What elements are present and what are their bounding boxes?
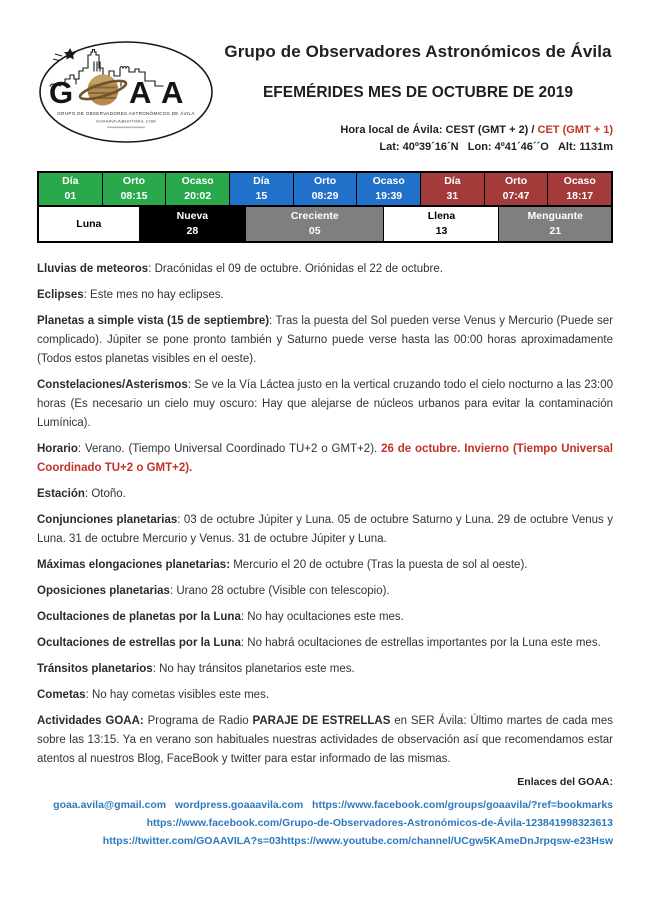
paragraph-text: : No hay tránsitos planetarios este mes.: [152, 663, 355, 675]
moon-phase-day: 05: [308, 225, 321, 237]
goaa-link[interactable]: https://twitter.com/GOAAVILA?s=03: [102, 835, 281, 847]
moon-phase-label: Creciente: [290, 210, 339, 222]
header-right: [215, 40, 613, 153]
paragraph-text: : Tras la puesta del Sol pueden verse Venus y Mercurio (Puede ser complicado). Júpiter se pone pronto también y Saturno puede verse hasta las 00:00 horas aproximadamente (Todos estos planetas visibles en el oeste).: [37, 315, 613, 365]
goaa-link[interactable]: wordpress.goaaavila.com: [174, 799, 304, 811]
moon-phase-day: 28: [186, 225, 199, 237]
paragraph-text: : Otoño.: [84, 488, 126, 500]
sun-cell: [230, 173, 294, 205]
paragraph-lead: Lluvias de meteoros: [37, 263, 149, 275]
paragraph-text: Programa de Radio: [143, 715, 253, 727]
paragraph-text: : Este mes no hay eclipses.: [83, 289, 224, 301]
sun-cell-label: Orto: [122, 175, 146, 187]
paragraph: [37, 686, 613, 705]
sun-cell-label: Ocaso: [181, 175, 214, 187]
sun-cell: [357, 173, 421, 205]
paragraph-lead: PARAJE DE ESTRELLAS: [252, 715, 391, 727]
sun-cell-value: 01: [64, 190, 77, 202]
paragraph-text: : 03 de octubre Júpiter y Luna. 05 de octubre Saturno y Luna. 29 de octubre Venus y Luna. 31 de octubre Mercurio y Venus. 31 de octubre Júpiter y Luna.: [37, 514, 613, 545]
paragraph-lead: 26 de octubre. Invierno (Tiempo Universal Coordinado TU+2 o GMT+2).: [37, 443, 613, 474]
paragraph: [37, 312, 613, 369]
sun-cell-value: 07:47: [502, 190, 530, 202]
logo-letter-a2: A: [161, 75, 184, 110]
sun-cell-label: Día: [253, 175, 270, 187]
sun-cell-value: 18:17: [566, 190, 594, 202]
paragraph: [37, 511, 613, 549]
moon-row: [39, 205, 611, 241]
sun-cell-value: 08:29: [311, 190, 339, 202]
paragraph-text: : Dracónidas el 09 de octubre. Oriónidas el 22 de octubre.: [148, 263, 443, 275]
sun-cell-label: Ocaso: [372, 175, 405, 187]
paragraph: [37, 485, 613, 504]
sun-cell: [548, 173, 611, 205]
sun-cell-label: Ocaso: [563, 175, 596, 187]
paragraph-text: : No habrá ocultaciones de estrellas importantes por la Luna este mes.: [240, 637, 601, 649]
paragraph-lead: Actividades GOAA:: [37, 715, 144, 727]
paragraph-lead: Oposiciones planetarias: [37, 585, 170, 597]
moon-cell-llena: [384, 207, 499, 241]
paragraph: [37, 260, 613, 279]
logo-caption-line3: [107, 127, 145, 129]
paragraph-lead: Eclipses: [37, 289, 84, 301]
paragraph: [37, 608, 613, 627]
logo-caption-line1: GRUPO DE OBSERVADORES ASTRONÓMICOS DE ÁVILA: [57, 111, 195, 116]
paragraph-text: Mercurio el 20 de octubre (Tras la puesta de sol al oeste).: [230, 559, 528, 571]
sun-row: [39, 173, 611, 205]
enlaces-heading: Enlaces del GOAA:: [517, 776, 613, 788]
goaa-link[interactable]: https://www.facebook.com/groups/goaavila/?ref=bookmarks: [312, 799, 613, 811]
paragraph-lead: Tránsitos planetarios: [37, 663, 153, 675]
goaa-link[interactable]: https://www.facebook.com/Grupo-de-Observadores-Astronómicos-de-Ávila-123841998323613: [146, 817, 613, 829]
sun-cell: [103, 173, 167, 205]
links-block: [37, 796, 613, 850]
sun-cell-value: 08:15: [120, 190, 148, 202]
goaa-link[interactable]: goaa.avila@gmail.com: [53, 799, 167, 811]
paragraph: [37, 440, 613, 478]
moon-cell-nueva: [140, 207, 246, 241]
paragraph: [37, 582, 613, 601]
paragraphs: [37, 260, 613, 769]
link-separator: [303, 799, 312, 811]
sun-cell: [39, 173, 103, 205]
sun-cell-label: Orto: [313, 175, 337, 187]
paragraph: [37, 712, 613, 769]
paragraph-lead: Ocultaciones de planetas por la Luna: [37, 611, 241, 623]
paragraph: [37, 556, 613, 575]
paragraph: [37, 286, 613, 305]
paragraph-lead: Estación: [37, 488, 85, 500]
sun-cell-value: 15: [255, 190, 268, 202]
ephemerides-table: [37, 171, 613, 243]
paragraph-text: : Se ve la Vía Láctea justo en la vertical cruzando todo el cielo nocturno a las 23:00 horas (Es necesario un cielo muy oscuro: Hay que alejarse de núcleos urbanos para evitar la contaminación Lumínica).: [37, 379, 613, 429]
sun-cell-label: Día: [62, 175, 79, 187]
org-title: Grupo de Observadores Astronómicos de Ávila: [224, 42, 612, 61]
link-line: [37, 832, 613, 850]
paragraph-text: : No hay ocultaciones este mes.: [240, 611, 404, 623]
moon-cell-creciente: [246, 207, 384, 241]
moon-phase-label: Luna: [76, 217, 102, 230]
link-line: [37, 814, 613, 832]
paragraph-lead: Cometas: [37, 689, 86, 701]
paragraph: [37, 376, 613, 433]
paragraph-lead: Constelaciones/Asterismos: [37, 379, 188, 391]
coordinates-line: Lat: 40º39´16´N Lon: 4º41´46´´O Alt: 1131m: [379, 141, 613, 153]
sun-cell-label: Día: [444, 175, 461, 187]
logo-letter-g: G: [49, 75, 74, 110]
moon-cell-menguante: [499, 207, 611, 241]
goaa-logo: [37, 40, 215, 149]
moon-phase-label: Nueva: [176, 210, 209, 222]
link-line: [37, 796, 613, 814]
sun-cell-value: 20:02: [184, 190, 212, 202]
paragraph: [37, 634, 613, 653]
goaa-link[interactable]: https://www.youtube.com/channel/UCgw5KAmeDnJrpqsw-e23Hsw: [280, 835, 613, 847]
paragraph-lead: Máximas elongaciones planetarias:: [37, 559, 231, 571]
sun-cell-label: Orto: [504, 175, 528, 187]
paragraph-lead: Ocultaciones de estrellas por la Luna: [37, 637, 241, 649]
moon-phase-day: 13: [435, 225, 448, 237]
moon-cell-luna: [39, 207, 140, 241]
paragraph-text: : Verano. (Tiempo Universal Coordinado TU+2 o GMT+2).: [77, 443, 382, 455]
header: [37, 40, 613, 153]
paragraph-text: : No hay cometas visibles este mes.: [85, 689, 270, 701]
sun-cell-value: 31: [446, 190, 459, 202]
moon-phase-label: Menguante: [527, 210, 583, 222]
local-time-line: [223, 124, 613, 136]
moon-phase-day: 21: [549, 225, 562, 237]
paragraph-text: en SER Ávila: Último martes de cada mes sobre las 13:15. Ya en verano son habituales nuestras actividades de observación así que recomendamos estar atentos al nuestros Blog, FaceBook y twitter para estar informado de las mismas.: [37, 715, 613, 765]
paragraph-lead: Conjunciones planetarias: [37, 514, 178, 526]
logo-caption-line2: GOAAAVILA@HOTMAIL.COM: [96, 118, 156, 124]
moon-phase-label: Llena: [427, 210, 456, 222]
doc-title: EFEMÉRIDES MES DE OCTUBRE DE 2019: [262, 84, 574, 101]
paragraph-lead: Planetas a simple vista (15 de septiembre): [37, 315, 270, 327]
logo-letter-a1: A: [129, 75, 152, 110]
sun-cell: [421, 173, 485, 205]
paragraph: [37, 660, 613, 679]
sun-cell: [166, 173, 230, 205]
local-time-cest: Hora local de Ávila: CEST (GMT + 2) /: [340, 124, 538, 136]
paragraph-text: : Urano 28 octubre (Visible con telescopio).: [169, 585, 390, 597]
sun-cell: [485, 173, 549, 205]
link-separator: [166, 799, 175, 811]
sun-cell-value: 19:39: [375, 190, 403, 202]
local-time-cet: CET (GMT + 1): [537, 124, 613, 136]
sun-cell: [294, 173, 358, 205]
paragraph-lead: Horario: [37, 443, 78, 455]
